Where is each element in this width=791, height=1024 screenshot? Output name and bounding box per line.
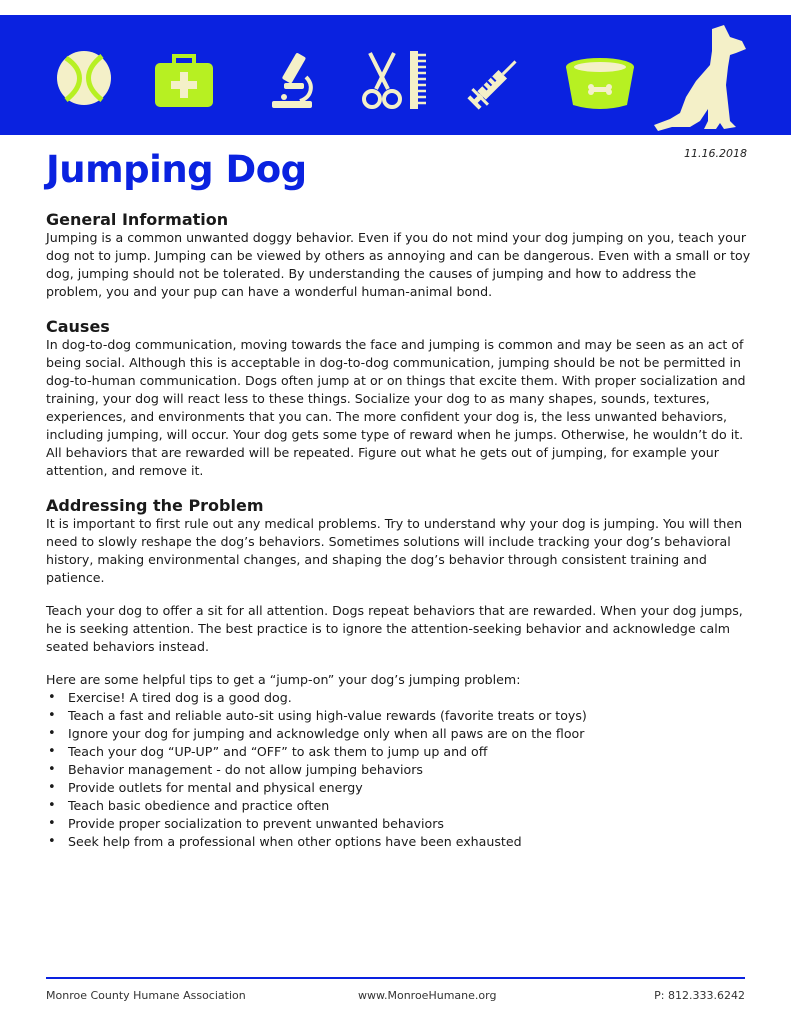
ball-icon	[54, 48, 114, 108]
footer-website: www.MonroeHumane.org	[358, 989, 497, 1002]
tip-item: • Teach basic obedience and practice often	[46, 797, 751, 815]
section-heading: Addressing the Problem	[46, 496, 264, 515]
first-aid-kit-icon	[152, 51, 216, 109]
syringe-icon	[462, 49, 528, 115]
tip-item: • Behavior management - do not allow jumping behaviors	[46, 761, 751, 779]
microscope-icon	[262, 47, 324, 111]
dog-bowl-icon	[561, 55, 639, 113]
document-body	[46, 210, 751, 867]
section-addressing-the-problem	[46, 496, 751, 851]
header-banner	[0, 15, 791, 135]
footer-organization: Monroe County Humane Association	[46, 989, 246, 1002]
tip-item: • Provide outlets for mental and physical energy	[46, 779, 751, 797]
page-title: Jumping Dog	[46, 148, 307, 191]
scissors-comb-icon	[358, 47, 430, 113]
paragraph: In dog-to-dog communication, moving towards the face and jumping is common and may be seen as an act of being social. Although this is acceptable in dog-to-dog communication, jumping should be not be permitted in dog-to-human communication. Dogs often jump at or on things that excite them. With proper socialization and training, your dog will react less to these things. Socialize your dog to as many shapes, sounds, textures, experiences, and environments that you can. The more confident your dog is, the less unwanted behaviors, including jumping, will occur. Your dog gets some type of reward when he jumps. Otherwise, he wouldn’t do it. All behaviors that are rewarded will be repeated. Figure out what he gets out of jumping, for example your attention, and remove it.	[46, 337, 746, 478]
paragraph: Teach your dog to offer a sit for all attention. Dogs repeat behaviors that are rewarded. When your dog jumps, he is seeking attention. The best practice is to ignore the attention-seeking behavior and acknowledge calm seated behaviors instead.	[46, 603, 743, 654]
paragraph: Jumping is a common unwanted doggy behavior. Even if you do not mind your dog jumping on you, teach your dog not to jump. Jumping can be viewed by others as annoying and can be dangerous. Even with a small or toy dog, jumping should not be tolerated. By understanding the causes of jumping and how to address the problem, you and your pup can have a wonderful human-animal bond.	[46, 230, 751, 299]
section-heading: Causes	[46, 317, 110, 336]
tip-item: • Exercise! A tired dog is a good dog.	[46, 689, 751, 707]
section-general-information	[46, 210, 751, 301]
footer-phone: P: 812.333.6242	[654, 989, 745, 1002]
footer-divider	[46, 977, 745, 979]
section-heading: General Information	[46, 210, 229, 229]
sitting-dog-icon	[650, 23, 760, 135]
tip-item: • Ignore your dog for jumping and acknowledge only when all paws are on the floor	[46, 725, 751, 743]
tips-list	[46, 689, 751, 851]
tips-intro: Here are some helpful tips to get a “jump-on” your dog’s jumping problem:	[46, 672, 521, 687]
section-causes	[46, 317, 751, 480]
document-date: 11.16.2018	[684, 147, 747, 160]
tip-item: • Seek help from a professional when other options have been exhausted	[46, 833, 751, 851]
tip-item: • Teach your dog “UP-UP” and “OFF” to ask them to jump up and off	[46, 743, 751, 761]
tip-item: • Provide proper socialization to prevent unwanted behaviors	[46, 815, 751, 833]
paragraph: It is important to first rule out any medical problems. Try to understand why your dog is jumping. You will then need to slowly reshape the dog’s behaviors. Sometimes solutions will include tracking your dog’s behavioral history, making environmental changes, and shaping the dog’s behavior through consistent training and patience.	[46, 516, 743, 585]
tip-item: • Teach a fast and reliable auto-sit using high-value rewards (favorite treats or toys)	[46, 707, 751, 725]
